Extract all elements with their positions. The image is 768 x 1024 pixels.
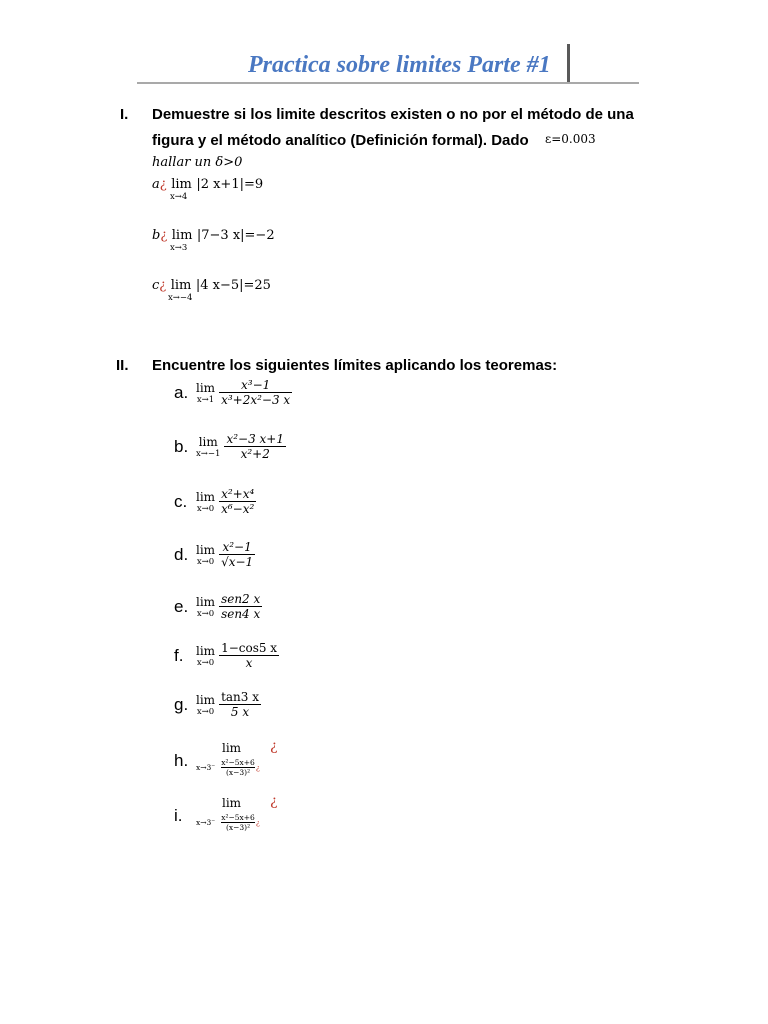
item-label: b. [174,436,189,456]
numerator: sen2 x [221,592,261,606]
lim-word: lim [196,380,216,395]
unknown-char: ¿ [159,278,167,293]
limit-expression: |2 x+1|=9 [196,177,264,192]
item-label: i. [174,806,183,825]
lim-word: lim [196,542,216,557]
unknown-char: ¿ [160,228,168,243]
numerator: 1−cos5 x [221,641,278,655]
unknown-char: ¿ [255,818,260,827]
section-2-heading: Encuentre los siguientes límites aplicando los teoremas: [152,357,558,374]
section-1-item-a [152,175,263,193]
limit-item-d [174,540,255,569]
denominator: (x−3)² [225,768,251,777]
lim-word: lim [196,692,216,707]
unknown-char: ¿ [255,763,260,772]
item-label: h. [174,751,189,770]
limit-subscript: x→1 [196,394,215,405]
limit-subscript: x→−4 [168,293,193,303]
title-underline [137,82,639,84]
numerator: x²−5x+6 [221,813,255,822]
tiny-fraction [221,813,255,832]
lim-word: lim [196,594,216,609]
broken-limit-expression [196,813,260,832]
limit-subscript: x→0 [196,657,215,668]
fraction [219,641,279,670]
text-cursor [567,44,570,84]
unknown-char: ¿ [270,793,278,809]
limit-item-g [174,690,261,719]
denominator: x [245,656,253,670]
section-1-number: I. [120,106,129,123]
delta-hint: hallar un δ>0 [152,155,243,170]
limit-item-b [174,432,286,461]
limit-subscript: x→3 [170,243,188,253]
epsilon-value: ε=0.003 [545,132,596,146]
item-label: c. [174,491,188,511]
numerator: x²−1 [222,540,252,554]
limit-item-e [174,592,262,621]
limit-subscript: x→4 [170,192,188,202]
denominator: 5 x [230,705,250,719]
section-1-line-2: figura y el método analítico (Definición formal). Dado [152,132,529,149]
lim-word: lim [222,741,242,755]
numerator: x²+x⁴ [221,487,255,501]
lim-word: lim [196,489,216,504]
denominator: x³+2x²−3 x [221,393,291,407]
limit-subscript: x→−1 [196,448,221,459]
item-label: a. [174,382,189,402]
broken-limit-expression [196,758,260,777]
item-prefix: b [152,228,161,243]
section-2-number: II. [116,357,129,374]
item-label: f. [174,645,184,665]
item-label: g. [174,694,189,714]
limit-item-a [174,378,292,407]
section-1-line-1: Demuestre si los limite descritos existen o no por el método de una [152,106,634,123]
fraction [219,592,262,621]
lim-word: lim [198,434,218,449]
unknown-char: ¿ [270,738,278,754]
unknown-char: ¿ [159,177,167,192]
limit-item-c [174,487,256,516]
item-label: e. [174,596,189,616]
fraction [219,487,256,516]
lim-word: lim [170,278,192,293]
limit-expression: |4 x−5|=25 [195,278,271,293]
fraction [219,540,255,569]
section-1-item-b [152,226,275,244]
numerator: x³−1 [240,378,271,392]
fraction [224,432,286,461]
section-1-item-c [152,276,271,294]
fraction [219,690,261,719]
numerator: tan3 x [221,690,259,704]
denominator: x⁶−x² [221,502,255,516]
lim-word: lim [196,643,216,658]
item-prefix: c [152,278,160,293]
limit-item-f [174,641,279,670]
limit-subscript: x→0 [196,556,215,567]
limit-subscript: x→0 [196,706,215,717]
limit-subscript: x→0 [196,503,215,514]
limit-subscript: x→3⁻ [196,763,216,772]
numerator: x²−5x+6 [221,758,255,767]
fraction [219,378,292,407]
limit-subscript: x→3⁻ [196,818,216,827]
tiny-fraction [221,758,255,777]
lim-word: lim [171,228,193,243]
limit-expression: |7−3 x|=−2 [196,228,275,243]
denominator: (x−3)² [225,823,251,832]
item-label: d. [174,544,189,564]
denominator: √x−1 [221,555,254,569]
lim-word: lim [171,177,192,192]
page-title: Practica sobre limites Parte #1 [248,52,551,78]
numerator: x²−3 x+1 [226,432,284,446]
item-prefix: a [152,177,160,192]
denominator: x²+2 [240,447,270,461]
denominator: sen4 x [221,607,261,621]
lim-word: lim [222,796,242,810]
limit-subscript: x→0 [196,608,215,619]
